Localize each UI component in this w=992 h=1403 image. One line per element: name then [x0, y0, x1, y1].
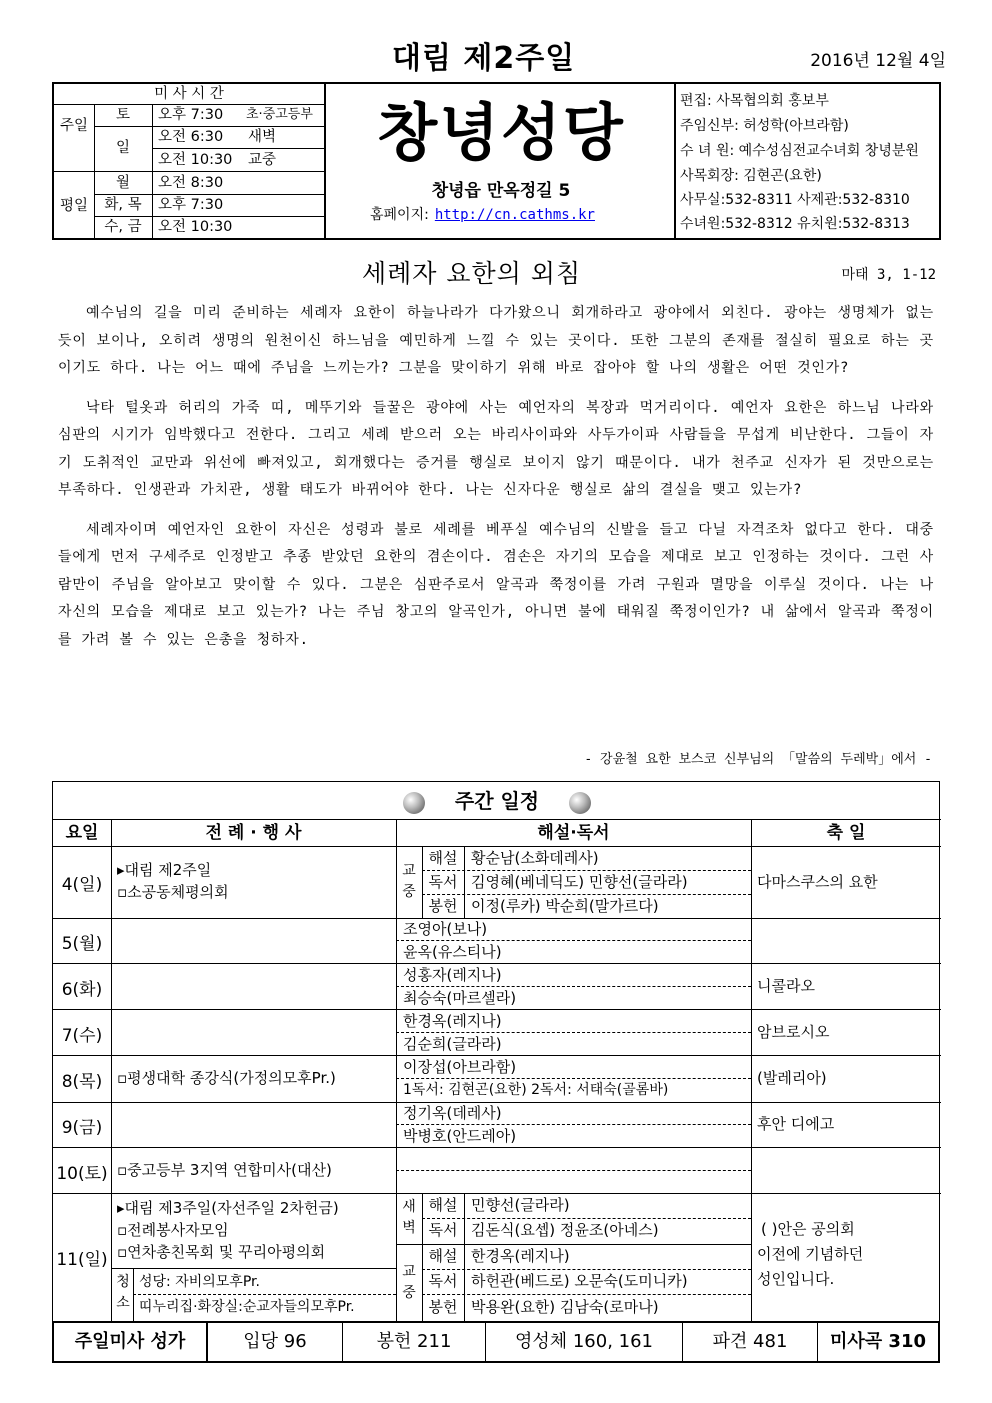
- mass-day-mon: 월: [115, 175, 130, 191]
- mass-times-heading: 미 사 시 간: [154, 86, 224, 102]
- feast-8: (발레리아): [757, 1069, 827, 1087]
- article-body: [58, 300, 934, 666]
- header-reader: 해설·독서: [537, 823, 610, 843]
- mass-time-wed-fri: 오전 10:30: [158, 219, 233, 235]
- day-4: 4(일): [61, 875, 103, 895]
- mass-day-tue-thu: 화, 목: [104, 197, 142, 213]
- main-reader-3: 박용완(요한) 김남숙(로마나): [471, 1298, 659, 1316]
- hymn-entrance: 입당 96: [243, 1331, 307, 1352]
- feast-note-1: ( )안은 공의회: [761, 1220, 855, 1238]
- day-6: 6(화): [61, 980, 103, 1000]
- info-editor: 편집: 사목협의회 홍보부: [680, 93, 829, 109]
- reader-7-1: 한경옥(레지나): [403, 1012, 502, 1030]
- header-event: 전 례 · 행 사: [205, 823, 302, 843]
- feast-7: 암브로시오: [757, 1023, 830, 1041]
- event-11-3: ▫연차총친목회 및 꾸리아평의회: [117, 1243, 326, 1261]
- reader-7-2: 김순희(글라라): [403, 1035, 502, 1053]
- reader-4-3: 이정(루카) 박순희(말가르다): [471, 897, 659, 915]
- article-reference: 마태 3, 1-12: [841, 267, 936, 283]
- day-9: 9(금): [61, 1118, 103, 1138]
- cleaning-1: 성당: 자비의모후Pr.: [139, 1274, 260, 1290]
- cleaning-label: 청소: [116, 1274, 130, 1311]
- role-label: 해설: [428, 1247, 458, 1265]
- gyojung-label-11: 교중: [402, 1264, 416, 1301]
- mass-time-sun-main: 오전 10:30: [158, 152, 233, 168]
- info-pastor: 주임신부: 허성학(아브라함): [680, 118, 849, 134]
- info-chairman: 사목회장: 김현곤(요한): [680, 168, 822, 184]
- reader-9-2: 박병호(안드레아): [403, 1127, 517, 1145]
- article-paragraph: 세례자이며 예언자인 요한이 자신은 성령과 불로 세례를 베푸실 예수님의 신발을 들고 다닐 자격조차 없다고 한다. 대중들에게 먼저 구세주로 인정받고 추종 받았던 요한의 겸손이다. 겸손은 자기의 모습을 제대로 보고 인정하는 것이다. 그런 사람만이 주님을 알아보고 맞이할 수 있다. 그분은 심판주로서 알곡과 쭉정이를 가려 구원과 멸망을 이루실 것이다. 나는 나 자신의 모습을 제대로 보고 있는가? 나는 주님 창고의 알곡인가, 아니면 불에 태워질 쭉정이인가? 내 삶에서 알곡과 쭉정이를 가려 볼 수 있는 은총을 청하자.: [58, 521, 934, 648]
- day-7: 7(수): [61, 1026, 103, 1046]
- hymn-bar-label: 주일미사 성가: [74, 1331, 186, 1352]
- main-reader-2: 하헌관(베드로) 오문숙(도미니카): [471, 1272, 688, 1290]
- church-address: 창녕읍 만옥정길 5: [431, 181, 571, 201]
- role-label: 봉헌: [428, 897, 458, 915]
- cleaning-2: 띠누리집·화장실:순교자들의모후Pr.: [139, 1299, 355, 1315]
- mass-note-sun-main: 교중: [248, 152, 277, 168]
- bullet-icon: [403, 792, 425, 814]
- reader-9-1: 정기옥(데레사): [403, 1104, 502, 1122]
- bulletin-title: 대림 제2주일: [392, 41, 576, 76]
- article-paragraph: 예수님의 길을 미리 준비하는 세례자 요한이 하늘나라가 다가왔으니 회개하라고 광야에서 외친다. 광야는 생명체가 없는 듯이 보이나, 오히려 생명의 원천이신 하느님을 예민하게 느낄 수 있는 곳이다. 또한 그분의 존재를 절실히 필요로 하는 곳이기도 하다. 나는 어느 때에 주님을 느끼는가? 그분을 맞이하기 위해 바로 잡아야 할 나의 생활은 어떤 것인가?: [58, 305, 934, 376]
- mass-note-sat: 초·중고등부: [246, 107, 313, 122]
- gyojung-label-4: 교중: [402, 863, 416, 900]
- church-name: 창녕성당: [377, 96, 625, 169]
- article-paragraph: 낙타 털옷과 허리의 가죽 띠, 메뚜기와 들꿀은 광야에 사는 예언자의 복장과 먹거리이다. 예언자 요한은 하느님 나라와 심판의 시기가 임박했다고 전한다. 그리고 세례 받으러 오는 바리사이파와 사두가이파 사람들을 무섭게 비난한다. 그들이 자기 도취적인 교만과 위선에 빠져있고, 회개했다는 증거를 행실로 보이지 않기 때문이다. 내가 천주교 신자가 된 것만으로는 부족하다. 인생관과 가치관, 생활 태도가 바뀌어야 한다. 나는 신자다운 행실로 삶의 결실을 맺고 있는가?: [58, 399, 934, 498]
- schedule-title-row: [53, 788, 941, 814]
- role-label: 해설: [428, 849, 458, 867]
- header-box: [52, 82, 941, 240]
- reader-6-1: 성홍자(레지나): [403, 966, 502, 984]
- role-label: 독서: [428, 1272, 458, 1290]
- mass-time-tue-thu: 오후 7:30: [158, 197, 224, 213]
- header-day: 요일: [65, 823, 99, 843]
- mass-day-sun: 일: [115, 140, 130, 156]
- homepage: [370, 204, 595, 224]
- article-title: 세례자 요한의 외침: [362, 259, 582, 288]
- info-phone-2: 수녀원:532-8312 유치원:532-8313: [680, 216, 910, 232]
- hymn-offertory: 봉헌 211: [376, 1331, 452, 1352]
- mass-time-sat: 오후 7:30: [158, 107, 224, 123]
- homepage-label: 홈페이지:: [370, 207, 429, 223]
- article-source: - 강윤철 요한 보스코 신부님의 「말씀의 두레박」에서 -: [584, 752, 932, 767]
- day-8: 8(목): [61, 1072, 103, 1092]
- reader-8-1: 이장섭(아브라함): [403, 1058, 517, 1076]
- event-11-2: ▫전례봉사자모임: [117, 1221, 229, 1239]
- schedule-title: 주간 일정: [454, 789, 540, 813]
- main-reader-1: 한경옥(레지나): [471, 1247, 570, 1265]
- reader-4-1: 황순남(소화데레사): [471, 849, 599, 867]
- weekly-schedule-table: [52, 781, 940, 1363]
- reader-4-2: 김영혜(베네딕도) 민향선(글라라): [471, 873, 688, 891]
- mass-time-sun-dawn: 오전 6:30: [158, 129, 224, 145]
- day-5: 5(월): [61, 934, 103, 954]
- mass-day-wed-fri: 수, 금: [104, 219, 142, 235]
- info-phone-1: 사무실:532-8311 사제관:532-8310: [680, 192, 910, 208]
- role-label: 독서: [428, 873, 458, 891]
- hymn-communion: 영성체 160, 161: [514, 1331, 654, 1352]
- role-label: 해설: [428, 1196, 458, 1214]
- day-10: 10(토): [56, 1164, 108, 1184]
- mass-note-sun-dawn: 새벽: [248, 129, 277, 145]
- sunday-label: 주일: [59, 118, 88, 134]
- hymn-recessional: 파견 481: [712, 1331, 788, 1352]
- day-11: 11(일): [56, 1250, 108, 1270]
- event-10-1: ▫중고등부 3지역 연합미사(대산): [117, 1161, 332, 1179]
- header-feast: 축 일: [826, 823, 866, 843]
- event-8-1: ▫평생대학 종강식(가정의모후Pr.): [117, 1069, 336, 1087]
- dawn-reader-1: 민향선(글라라): [471, 1196, 570, 1214]
- mass-time-mon: 오전 8:30: [158, 175, 224, 191]
- feast-9: 후안 디에고: [757, 1115, 835, 1133]
- dawn-label: 새벽: [402, 1199, 416, 1236]
- event-11-1: ▸대림 제3주일(자선주일 2차헌금): [117, 1199, 339, 1217]
- feast-note-3: 성인입니다.: [757, 1270, 835, 1288]
- reader-6-2: 최승숙(마르셀라): [403, 989, 517, 1007]
- role-label: 독서: [428, 1221, 458, 1239]
- hymn-mass-setting: 미사곡 310: [829, 1331, 926, 1352]
- hymn-bar: [52, 1321, 940, 1363]
- bullet-icon: [569, 792, 591, 814]
- weekday-label: 평일: [59, 198, 88, 214]
- info-convent: 수 녀 원: 예수성심전교수녀회 창녕분원: [680, 143, 919, 159]
- feast-4: 다마스쿠스의 요한: [757, 873, 878, 891]
- event-4-2: ▫소공동체평의회: [117, 883, 229, 901]
- mass-day-sat: 토: [115, 107, 130, 123]
- reader-5-2: 윤옥(유스티나): [403, 943, 502, 961]
- dawn-reader-2: 김돈식(요셉) 정윤조(아네스): [471, 1221, 659, 1239]
- homepage-link[interactable]: http://cn.cathms.kr: [434, 207, 595, 223]
- role-label: 봉헌: [428, 1298, 458, 1316]
- bulletin-date: 2016년 12월 4일: [810, 51, 946, 71]
- feast-6: 니콜라오: [757, 977, 815, 995]
- event-4-1: ▸대림 제2주일: [117, 861, 212, 879]
- reader-8-2: 1독서: 김현곤(요한) 2독서: 서태숙(골롬바): [403, 1082, 669, 1098]
- reader-5-1: 조영아(보나): [403, 920, 488, 938]
- feast-note-2: 이전에 기념하던: [757, 1245, 864, 1263]
